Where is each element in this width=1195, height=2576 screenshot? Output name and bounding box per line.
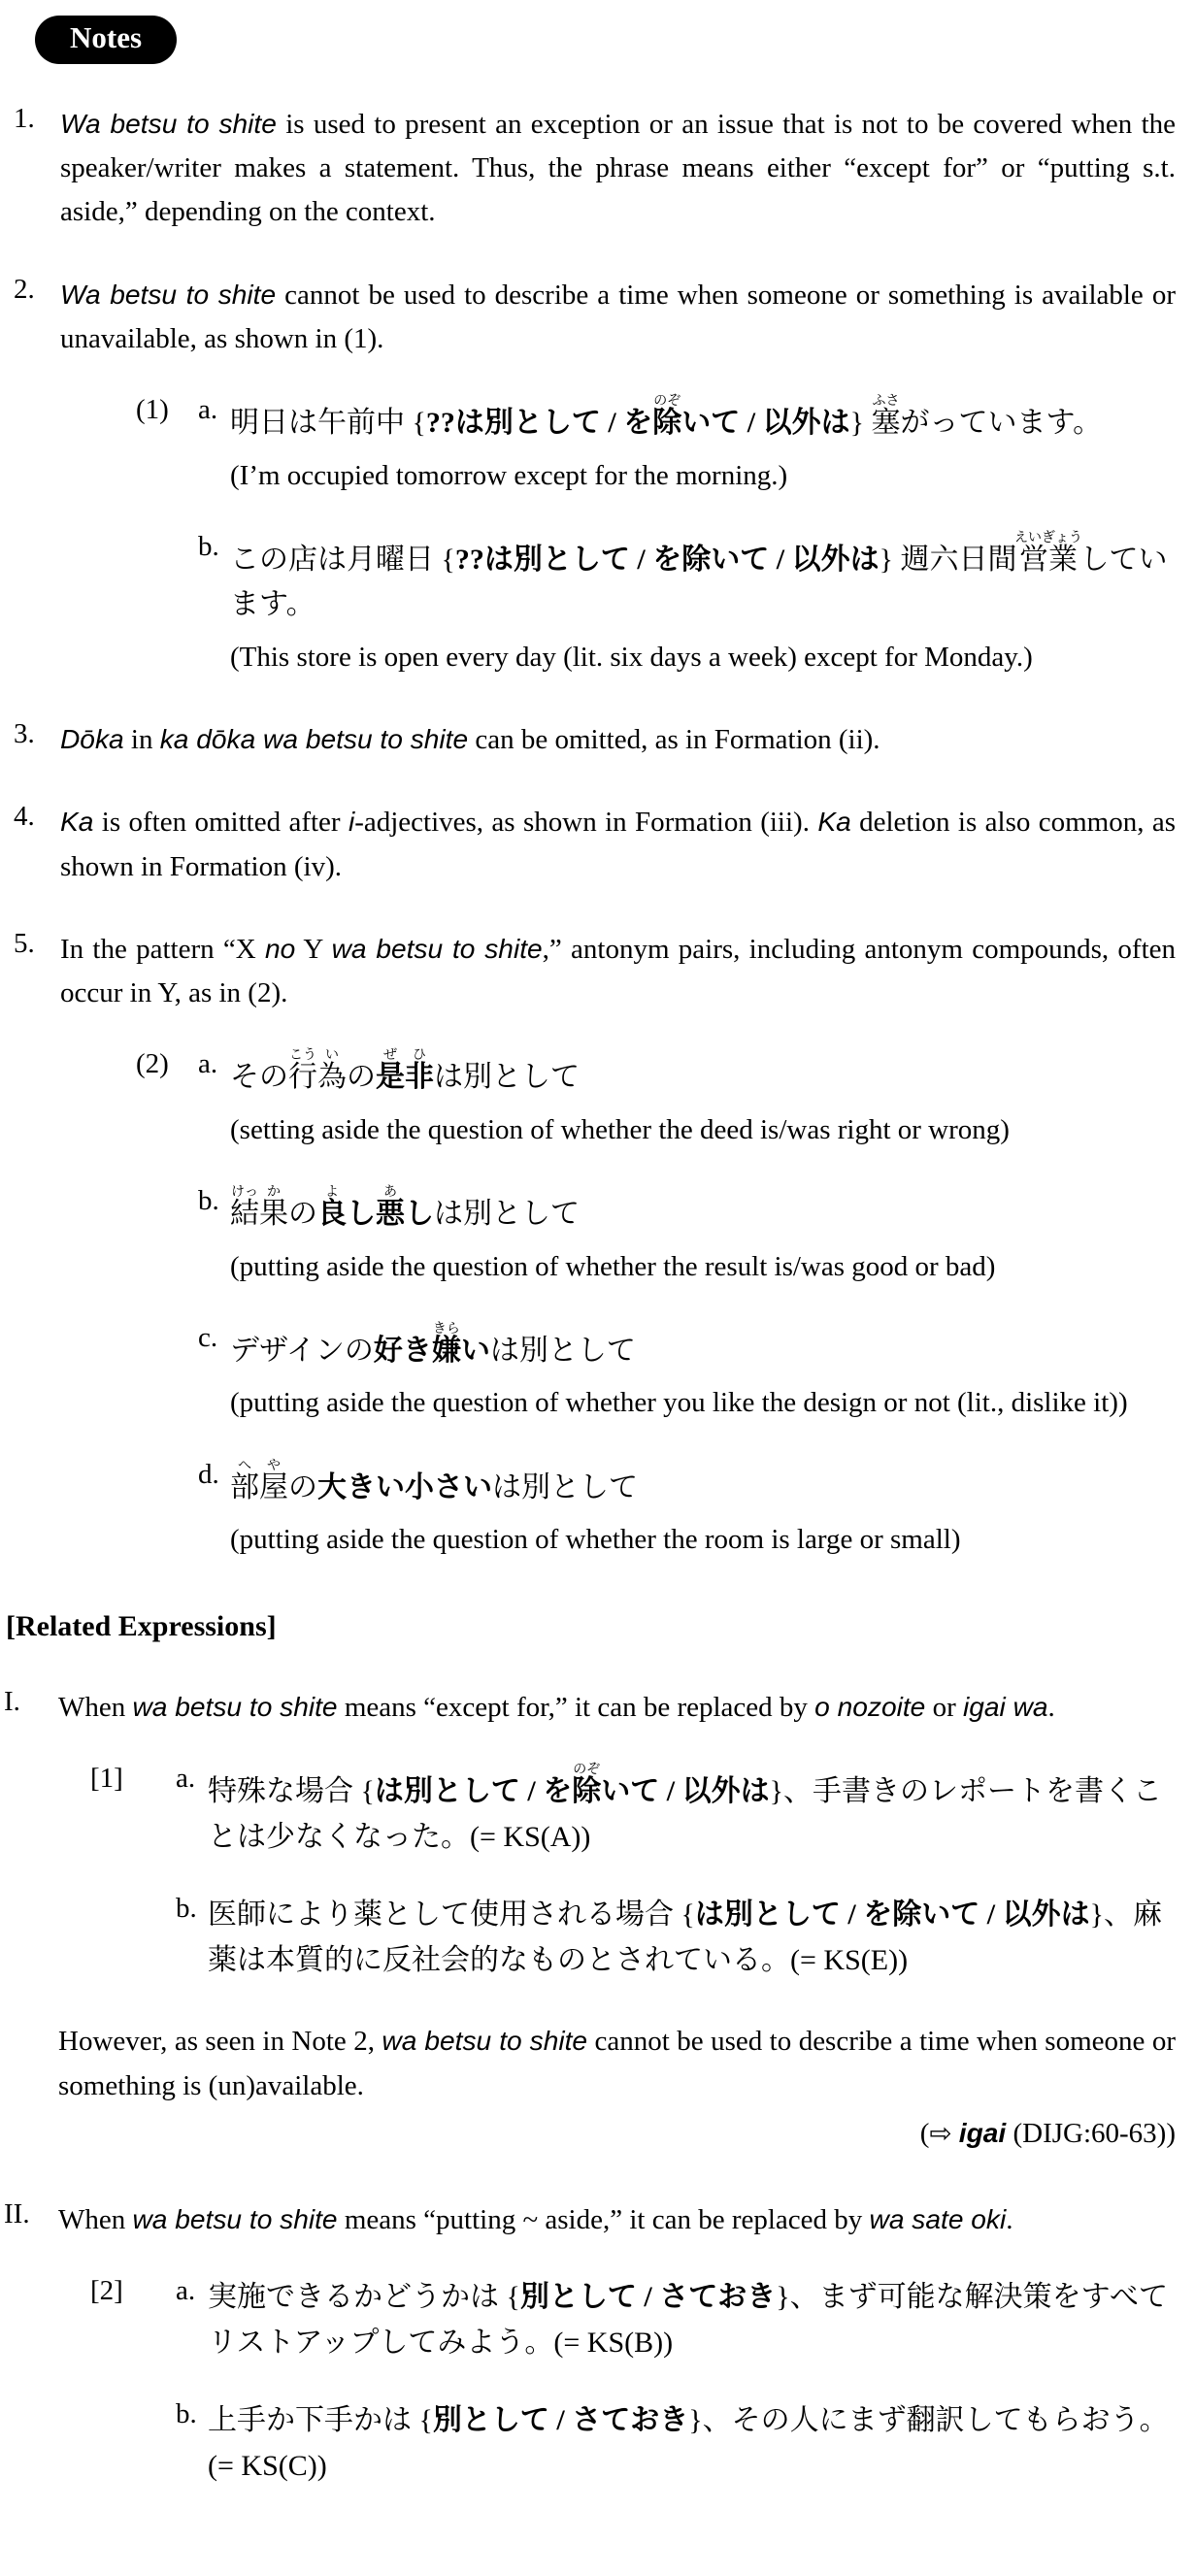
example-1a-letter: a.: [198, 394, 218, 426]
related-example-2b: [176, 2398, 1176, 2489]
related-example-2a: [176, 2275, 1176, 2365]
note-3-number: 3.: [14, 718, 35, 750]
related-section-1-text: When wa betsu to shite means “except for,” it can be replaced by o nozoite or igai wa.: [58, 1692, 1055, 1724]
note-5-number: 5.: [14, 927, 35, 959]
related-example-1a-japanese: 特殊な場合 {は別として / を除のぞいて / 以外は}、手書きのレポートを書くことは少なくなった。(= KS(A)): [208, 1763, 1162, 1853]
related-expressions-heading: [Related Expressions]: [6, 1610, 277, 1643]
related-example-group-1: [90, 1763, 1176, 1983]
example-2d-gloss: (putting aside the question of whether the room is large or small): [230, 1524, 961, 1556]
example-2c-gloss: (putting aside the question of whether you like the design or not (lit., dislike it)): [230, 1387, 1128, 1419]
example-group-2: [136, 1048, 1176, 1562]
example-2b: [198, 1185, 1176, 1289]
example-2b-letter: b.: [198, 1185, 219, 1217]
example-group-1: [136, 394, 1176, 679]
example-2d-letter: d.: [198, 1458, 219, 1490]
related-example-group-2-label: [2]: [90, 2275, 123, 2307]
note-4-number: 4.: [14, 801, 35, 833]
related-example-group-2: [90, 2275, 1176, 2489]
related-example-group-1-items: [176, 1763, 1176, 1983]
related-example-2b-japanese: 上手か下手かは {別として / さておき}、その人にまず翻訳してもらおう。(= KS(C)): [208, 2404, 1169, 2482]
related-section-1-number: I.: [4, 1686, 20, 1718]
example-2c: [198, 1322, 1176, 1426]
example-group-2-label: (2): [136, 1048, 169, 1080]
related-example-2a-content: [208, 2275, 1176, 2365]
example-1a-japanese: 明日は午前中 {??は別として / を除のぞいて / 以外は} 塞ふさがっています。: [230, 394, 1103, 440]
related-example-1b-content: [208, 1893, 1176, 1983]
related-section-1: [0, 1686, 1176, 2156]
example-2a-letter: a.: [198, 1048, 218, 1080]
related-section-1-note: However, as seen in Note 2, wa betsu to shite cannot be used to describe a time when someone or something is (un)available.: [58, 2026, 1177, 2101]
related-section-2-text: When wa betsu to shite means “putting ~ aside,” it can be replaced by wa sate oki.: [58, 2204, 1013, 2236]
related-example-2a-letter: a.: [176, 2275, 196, 2307]
example-2a-content: [230, 1048, 1176, 1152]
example-1b-gloss: (This store is open every day (lit. six days a week) except for Monday.): [230, 641, 1033, 673]
notes-badge: [35, 16, 177, 64]
example-2b-gloss: (putting aside the question of whether the result is/was good or bad): [230, 1250, 996, 1282]
related-example-2b-content: [208, 2398, 1176, 2489]
note-4: [0, 801, 1176, 888]
note-1: [0, 103, 1176, 235]
related-example-1a-letter: a.: [176, 1763, 196, 1795]
related-example-1b-japanese: 医師により薬として使用される場合 {は別として / を除いて / 以外は}、麻薬は本質的に反社会的なものとされている。(= KS(E)): [208, 1899, 1162, 1976]
note-2-number: 2.: [14, 273, 35, 305]
note-3: [0, 718, 1176, 762]
notes-badge-label: Notes: [70, 20, 143, 54]
note-5-text: In the pattern “X no Y wa betsu to shite,” antonym pairs, including antonym compounds, often occur in Y, as in (2).: [60, 933, 1177, 1009]
related-example-1a-content: [208, 1763, 1176, 1860]
example-2a: [198, 1048, 1176, 1152]
example-2c-japanese: デザインの好き嫌きらいは別として: [230, 1321, 636, 1367]
related-example-2b-letter: b.: [176, 2398, 197, 2430]
note-1-text: Wa betsu to shite is used to present an exception or an issue that is not to be covered when the speaker/writer makes a statement. Thus, the phrase means either “except for” or “putting s.t. aside,” depending on the context.: [60, 109, 1176, 228]
example-2c-content: [230, 1322, 1176, 1426]
example-2d-japanese: 部へ屋やの大きい小さいは別として: [230, 1458, 638, 1503]
related-example-group-1-label: [1]: [90, 1763, 123, 1795]
example-2a-gloss: (setting aside the question of whether the deed is/was right or wrong): [230, 1113, 1010, 1145]
example-group-2-items: [198, 1048, 1176, 1562]
example-1a-content: [230, 394, 1176, 498]
note-1-number: 1.: [14, 103, 35, 134]
related-section-2-number: II.: [4, 2198, 30, 2230]
note-2-text: Wa betsu to shite cannot be used to describe a time when someone or something is available or unavailable, as shown in (1).: [60, 279, 1176, 354]
example-2d: [198, 1459, 1176, 1563]
example-1b: [198, 531, 1176, 679]
example-1b-letter: b.: [198, 530, 219, 562]
note-4-text: Ka is often omitted after i-adjectives, as shown in Formation (iii). Ka deletion is also common, as shown in Formation (iv).: [60, 807, 1177, 882]
related-example-1a: [176, 1763, 1176, 1860]
example-2c-letter: c.: [198, 1321, 218, 1353]
related-example-group-2-items: [176, 2275, 1176, 2489]
example-group-1-items: [198, 394, 1176, 679]
example-1b-content: [230, 531, 1176, 679]
example-2b-japanese: 結けっ果かの良よし悪あしは別として: [230, 1185, 580, 1231]
note-5: [0, 928, 1176, 1562]
example-2b-content: [230, 1185, 1176, 1289]
example-2d-content: [230, 1459, 1176, 1563]
note-2: [0, 274, 1176, 679]
example-1a: [198, 394, 1176, 498]
example-1a-gloss: (I’m occupied tomorrow except for the morning.): [230, 459, 788, 491]
related-section-2: [0, 2198, 1176, 2489]
related-example-2a-japanese: 実施できるかどうかは {別として / さておき}、まず可能な解決策をすべてリストアップしてみよう。(= KS(B)): [208, 2281, 1169, 2359]
related-example-1b: [176, 1893, 1176, 1983]
note-3-text: Dōka in ka dōka wa betsu to shite can be omitted, as in Formation (ii).: [60, 724, 880, 756]
related-example-1b-letter: b.: [176, 1893, 197, 1925]
example-group-1-label: (1): [136, 394, 169, 426]
cross-reference: (⇨ igai (DIJG:60-63)): [919, 2117, 1176, 2149]
example-1b-japanese: この店は月曜日 {??は別として / を除いて / 以外は} 週六日間営業えいぎょうしています。: [230, 530, 1168, 621]
example-2a-japanese: その行こう為いの是ぜ非ひは別として: [230, 1048, 580, 1094]
